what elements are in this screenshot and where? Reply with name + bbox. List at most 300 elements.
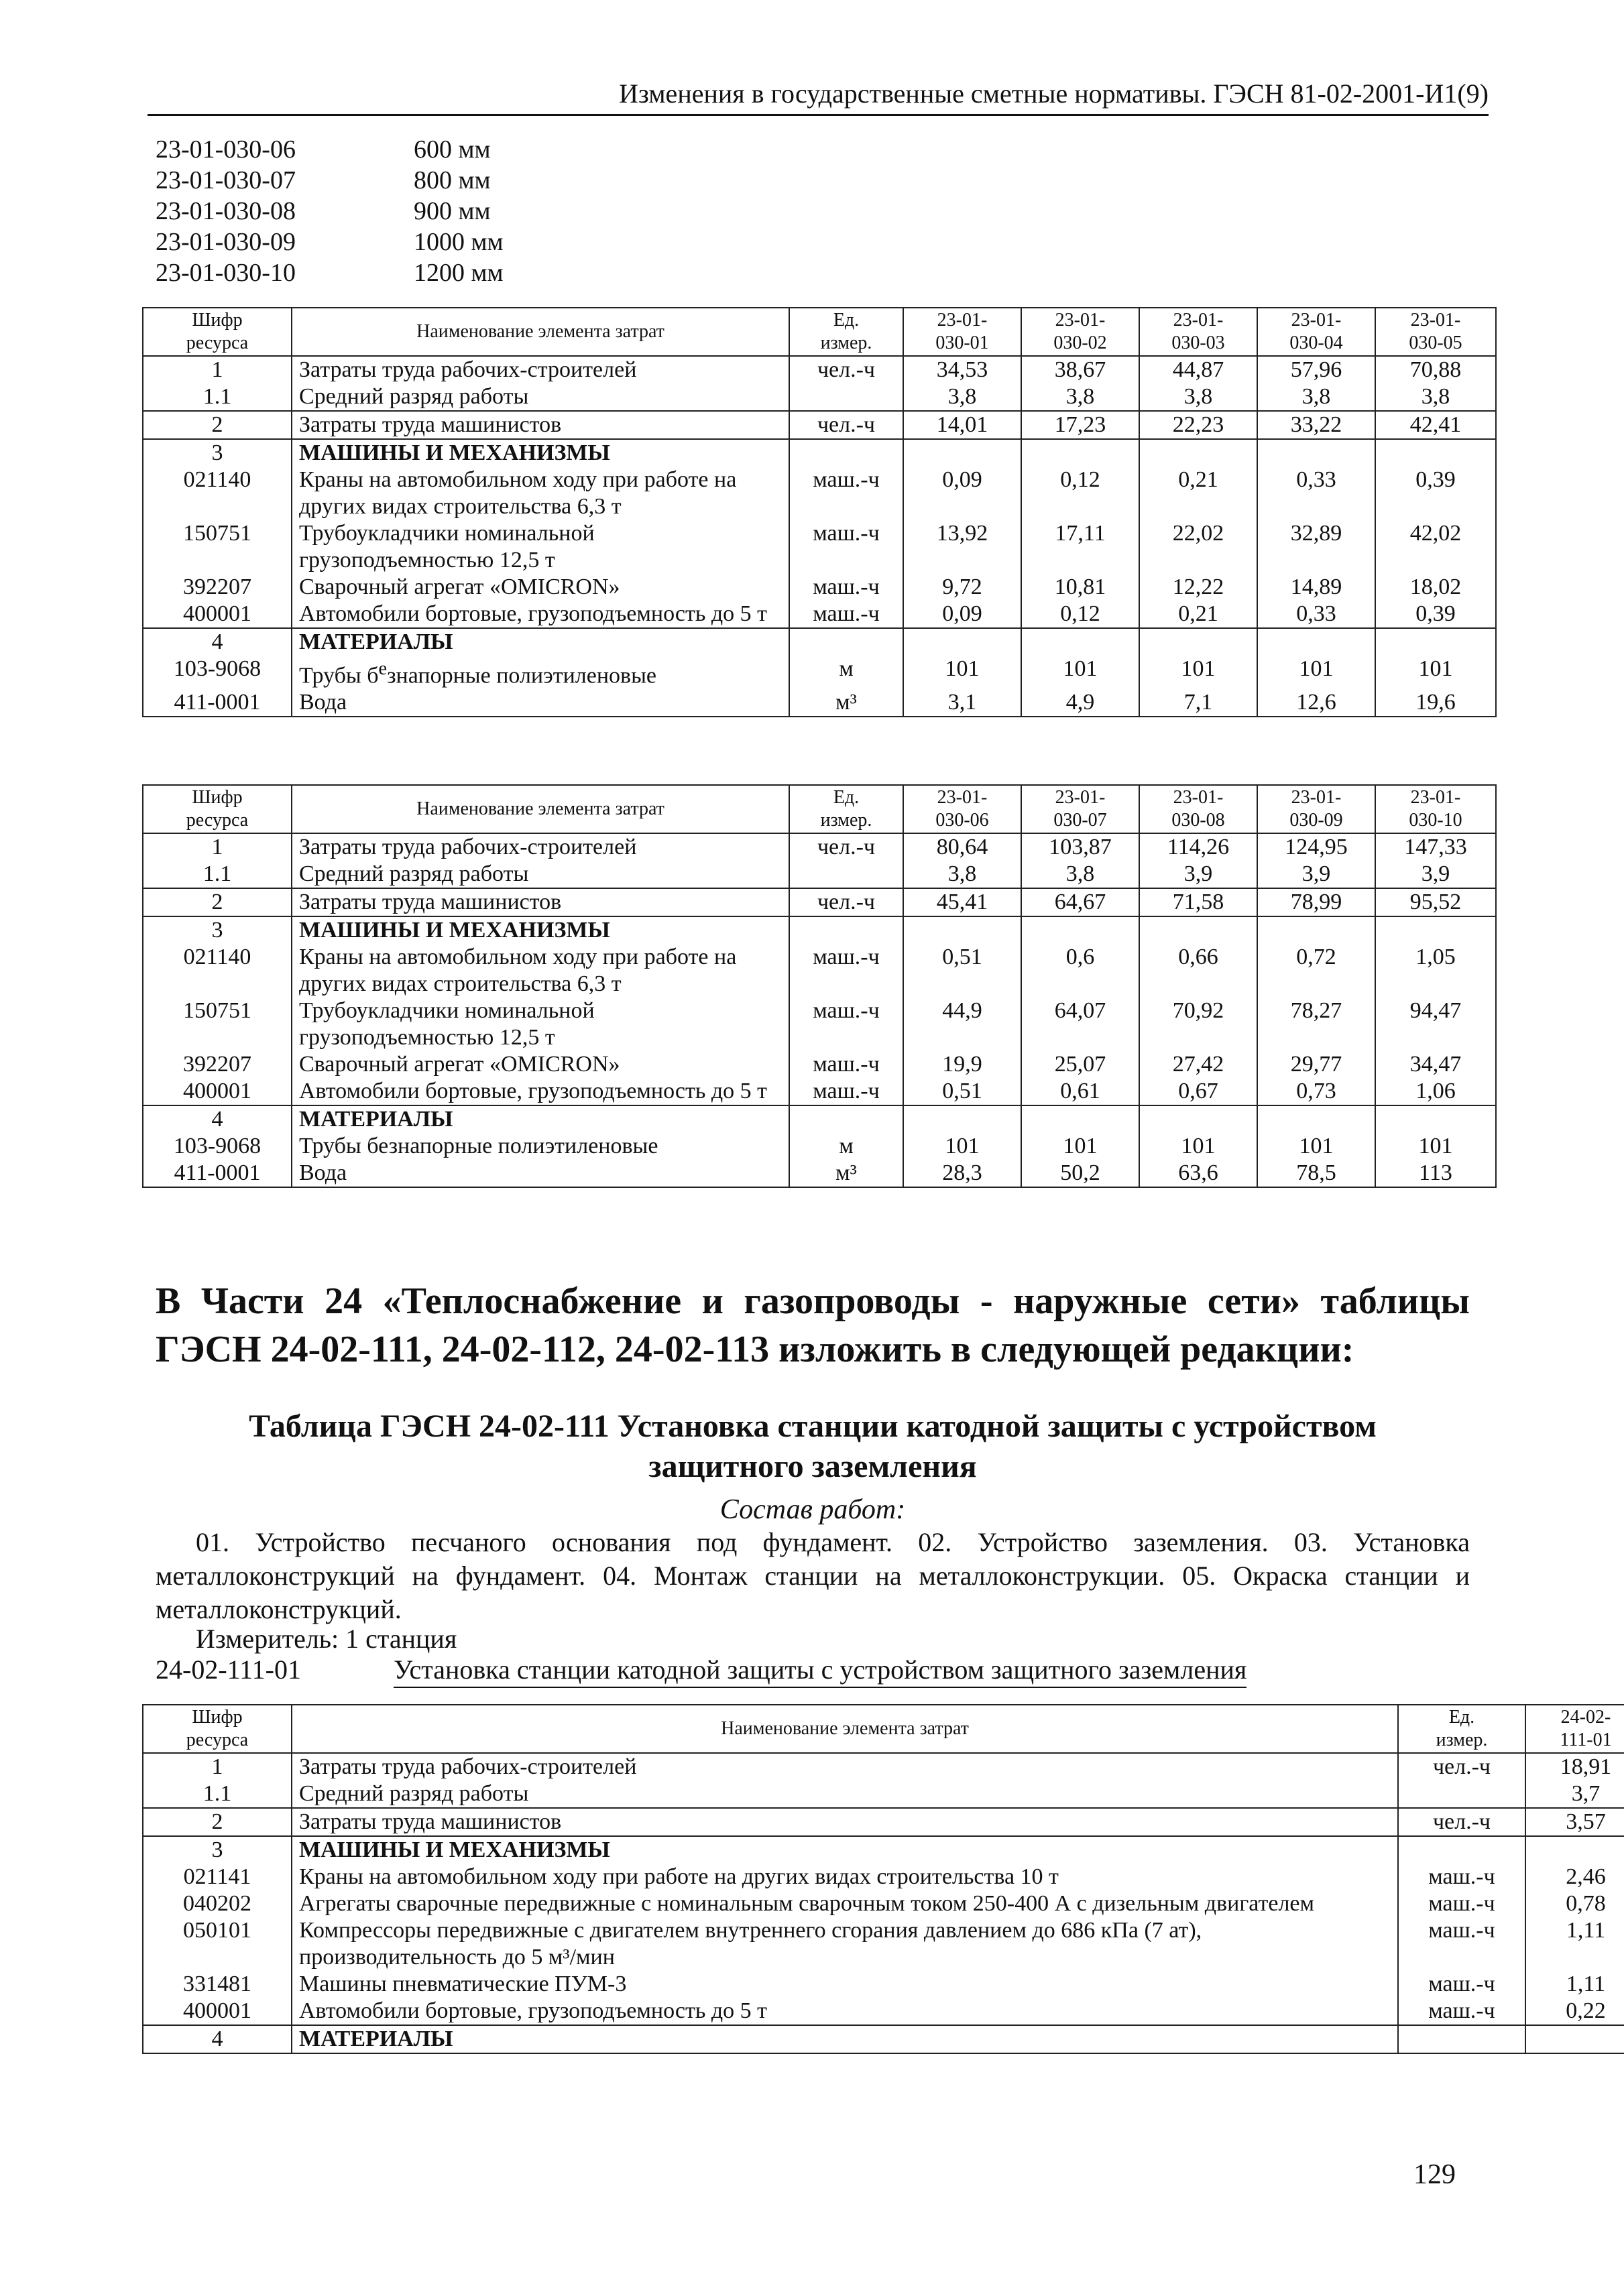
table-cell (1021, 439, 1139, 467)
header-norm-code: 23-01- 030-04 (1257, 308, 1375, 356)
table-cell (903, 1105, 1021, 1133)
header-name: Наименование элемента затрат (292, 785, 789, 833)
table-cell: МАШИНЫ И МЕХАНИЗМЫ (292, 439, 789, 467)
table-cell: 3,7 (1525, 1780, 1624, 1808)
table-cell: Затраты труда машинистов (292, 411, 789, 439)
table-cell: 14,01 (903, 411, 1021, 439)
table-cell: м (789, 656, 903, 689)
table-cell: 150751 (143, 998, 292, 1051)
table-cell: маш.-ч (1398, 1917, 1525, 1971)
table-cell (789, 439, 903, 467)
table-cell: Краны на автомобильном ходу при работе на других видах строительства 6,3 т (292, 944, 789, 998)
header-norm-code: 23-01- 030-02 (1021, 308, 1139, 356)
table-cell: 9,72 (903, 574, 1021, 601)
table-cell: 0,78 (1525, 1890, 1624, 1917)
table-cell: 101 (1021, 656, 1139, 689)
table-cell: 45,41 (903, 888, 1021, 916)
table-cell: 3,57 (1525, 1808, 1624, 1836)
table-cell: 25,07 (1021, 1051, 1139, 1078)
table-cell: 411-0001 (143, 689, 292, 717)
resource-table-2 (142, 784, 1497, 1188)
table-cell: 78,5 (1257, 1160, 1375, 1187)
table-cell: 1,05 (1375, 944, 1496, 998)
table-row (143, 1078, 1496, 1105)
table-cell: 10,81 (1021, 574, 1139, 601)
table-cell (1139, 1105, 1257, 1133)
table-cell: 19,9 (903, 1051, 1021, 1078)
table-cell (789, 383, 903, 411)
table-cell: 17,23 (1021, 411, 1139, 439)
table-row (143, 1971, 1624, 1998)
table-cell: 1.1 (143, 1780, 292, 1808)
table-row (143, 1133, 1496, 1160)
table-row (143, 1160, 1496, 1187)
table-cell: маш.-ч (789, 520, 903, 574)
table-cell: 19,6 (1375, 689, 1496, 717)
table-cell (1375, 628, 1496, 656)
header-norm-code: 23-01- 030-01 (903, 308, 1021, 356)
table-row (143, 1808, 1624, 1836)
table-cell: 18,91 (1525, 1753, 1624, 1780)
table-cell: 94,47 (1375, 998, 1496, 1051)
table-cell: Затраты труда рабочих-строителей (292, 833, 789, 861)
table-row (143, 1753, 1624, 1780)
table-row (143, 1917, 1624, 1971)
table-cell: чел.-ч (1398, 1753, 1525, 1780)
table-cell: маш.-ч (789, 601, 903, 628)
table-cell (1525, 2025, 1624, 2053)
table-cell: 040202 (143, 1890, 292, 1917)
table-cell: маш.-ч (1398, 1864, 1525, 1890)
table-cell (1139, 916, 1257, 944)
table-cell: 17,11 (1021, 520, 1139, 574)
table-row (143, 383, 1496, 411)
table-cell (1525, 1836, 1624, 1864)
table-cell: 3 (143, 916, 292, 944)
table-cell: Автомобили бортовые, грузоподъемность до 5 т (292, 601, 789, 628)
table-cell: 3,9 (1257, 861, 1375, 888)
table-cell: 050101 (143, 1917, 292, 1971)
table-row (143, 916, 1496, 944)
table-cell: Вода (292, 1160, 789, 1187)
table-cell: 3,8 (1021, 383, 1139, 411)
table-cell: 71,58 (1139, 888, 1257, 916)
table-cell: Затраты труда рабочих-строителей (292, 1753, 1398, 1780)
header-code: Шифр ресурса (143, 1705, 292, 1753)
table-row (143, 944, 1496, 998)
table-row (143, 656, 1496, 689)
running-header (148, 75, 1489, 116)
header-norm-code: 23-01- 030-10 (1375, 785, 1496, 833)
table-cell: Средний разряд работы (292, 383, 789, 411)
table-cell (1021, 1105, 1139, 1133)
table-cell: 44,9 (903, 998, 1021, 1051)
table-cell: Сварочный агрегат «OMICRON» (292, 1051, 789, 1078)
table-cell: 3,8 (1257, 383, 1375, 411)
table-cell: Затраты труда машинистов (292, 888, 789, 916)
table-cell: 0,39 (1375, 601, 1496, 628)
table-cell: 0,66 (1139, 944, 1257, 998)
table-cell (1257, 1105, 1375, 1133)
header-name: Наименование элемента затрат (292, 308, 789, 356)
norm-code: 24-02-111-01 (156, 1654, 301, 1685)
table-cell (1257, 628, 1375, 656)
size-code-row (156, 227, 504, 257)
table-title: Таблица ГЭСН 24-02-111 Установка станции катодной защиты с устройством защитного заземления (249, 1408, 1377, 1484)
table-cell: 44,87 (1139, 356, 1257, 383)
table-cell: 2 (143, 411, 292, 439)
size-code: 23-01-030-07 (156, 166, 296, 194)
work-composition-title: Состав работ: (719, 1494, 906, 1525)
table-cell (1375, 1105, 1496, 1133)
table-row (143, 1780, 1624, 1808)
table-cell: 2,46 (1525, 1864, 1624, 1890)
table-cell (1257, 916, 1375, 944)
table-cell: 021141 (143, 1864, 292, 1890)
table-cell: Трубоукладчики номинальной грузоподъемностью 12,5 т (292, 520, 789, 574)
table-cell (789, 861, 903, 888)
header-code: Шифр ресурса (143, 308, 292, 356)
table-cell: Трубоукладчики номинальной грузоподъемностью 12,5 т (292, 998, 789, 1051)
table-cell: 13,92 (903, 520, 1021, 574)
table-cell (903, 628, 1021, 656)
table-cell: 70,88 (1375, 356, 1496, 383)
header-unit: Ед. измер. (789, 308, 903, 356)
table-row (143, 861, 1496, 888)
table-cell: Затраты труда машинистов (292, 1808, 1398, 1836)
table-row (143, 1864, 1624, 1890)
table-cell: 1.1 (143, 383, 292, 411)
norm-description: Установка станции катодной защиты с устройством защитного заземления (394, 1653, 1246, 1688)
table-cell: 400001 (143, 601, 292, 628)
table-cell: 28,3 (903, 1160, 1021, 1187)
table-cell: 331481 (143, 1971, 292, 1998)
header-norm-code: 23-01- 030-08 (1139, 785, 1257, 833)
size-code: 23-01-030-08 (156, 197, 296, 225)
table-cell: 1 (143, 833, 292, 861)
table-cell: 4 (143, 2025, 292, 2053)
norm-code-line (156, 1653, 1470, 1688)
table-cell: 0,67 (1139, 1078, 1257, 1105)
table-cell (1139, 628, 1257, 656)
table-cell: м³ (789, 689, 903, 717)
table-cell: 1 (143, 1753, 292, 1780)
table-cell: 95,52 (1375, 888, 1496, 916)
table-cell: 101 (1021, 1133, 1139, 1160)
table-row (143, 467, 1496, 520)
size-value: 900 мм (414, 197, 491, 225)
table-cell: 150751 (143, 520, 292, 574)
table-cell: маш.-ч (789, 998, 903, 1051)
table-cell: м (789, 1133, 903, 1160)
table-cell: 101 (1257, 1133, 1375, 1160)
table-cell: 021140 (143, 467, 292, 520)
table-cell (1257, 439, 1375, 467)
table-cell: 0,22 (1525, 1998, 1624, 2025)
table-cell: 0,51 (903, 1078, 1021, 1105)
table-cell: 42,02 (1375, 520, 1496, 574)
header-norm-code: 24-02- 111-01 (1525, 1705, 1624, 1753)
table-cell: Краны на автомобильном ходу при работе на других видах строительства 6,3 т (292, 467, 789, 520)
page-number: 129 (1413, 2159, 1456, 2190)
table-cell: 0,61 (1021, 1078, 1139, 1105)
table-cell: 103-9068 (143, 656, 292, 689)
table-cell: 64,07 (1021, 998, 1139, 1051)
table-cell: Автомобили бортовые, грузоподъемность до 5 т (292, 1998, 1398, 2025)
header-norm-code: 23-01- 030-03 (1139, 308, 1257, 356)
table-cell: 3,8 (903, 861, 1021, 888)
table-cell: 50,2 (1021, 1160, 1139, 1187)
table-cell: 27,42 (1139, 1051, 1257, 1078)
table-cell: 78,27 (1257, 998, 1375, 1051)
table-row (143, 574, 1496, 601)
table-cell: 12,6 (1257, 689, 1375, 717)
table-row (143, 1890, 1624, 1917)
table-cell: 0,12 (1021, 467, 1139, 520)
table-cell (1398, 1836, 1525, 1864)
size-value: 800 мм (414, 166, 491, 194)
table-cell: 80,64 (903, 833, 1021, 861)
size-code-row (156, 257, 504, 288)
header-norm-code: 23-01- 030-06 (903, 785, 1021, 833)
table-cell: 32,89 (1257, 520, 1375, 574)
table-cell: Трубы безнапорные полиэтиленовые (292, 1133, 789, 1160)
table-row (143, 1105, 1496, 1133)
table-cell: 2 (143, 888, 292, 916)
header-name: Наименование элемента затрат (292, 1705, 1398, 1753)
table-cell: чел.-ч (789, 888, 903, 916)
table-cell: 3,8 (1375, 383, 1496, 411)
table-cell: 3,8 (1139, 383, 1257, 411)
table-row (143, 1998, 1624, 2025)
table-cell: 3,1 (903, 689, 1021, 717)
table-cell: 12,22 (1139, 574, 1257, 601)
header-unit: Ед. измер. (789, 785, 903, 833)
size-code-list (156, 134, 504, 288)
table-row (143, 1836, 1624, 1864)
table-cell: Машины пневматические ПУМ-3 (292, 1971, 1398, 1998)
table-cell: маш.-ч (789, 467, 903, 520)
size-code: 23-01-030-06 (156, 135, 296, 164)
table-cell: 101 (1257, 656, 1375, 689)
header-norm-code: 23-01- 030-05 (1375, 308, 1496, 356)
table-cell: 70,92 (1139, 998, 1257, 1051)
table-cell: 3,8 (1021, 861, 1139, 888)
table-cell: МАШИНЫ И МЕХАНИЗМЫ (292, 1836, 1398, 1864)
table-cell: 57,96 (1257, 356, 1375, 383)
table-cell: 147,33 (1375, 833, 1496, 861)
table-row (143, 601, 1496, 628)
table-cell: 22,23 (1139, 411, 1257, 439)
table-cell: 101 (903, 656, 1021, 689)
table-cell: 4,9 (1021, 689, 1139, 717)
table-cell: 0,51 (903, 944, 1021, 998)
cell-name-html: Трубы $б^езнапорные$ полиэтиленовые (292, 656, 789, 689)
table-row (143, 356, 1496, 383)
table-row (143, 411, 1496, 439)
table-cell (903, 916, 1021, 944)
table-cell (1398, 1780, 1525, 1808)
table-cell: 1,11 (1525, 1917, 1624, 1971)
table-cell: 42,41 (1375, 411, 1496, 439)
table-cell: 4 (143, 1105, 292, 1133)
table-cell: маш.-ч (789, 574, 903, 601)
resource-table-1 (142, 307, 1497, 717)
table-cell: 1,06 (1375, 1078, 1496, 1105)
table-cell: 2 (143, 1808, 292, 1836)
work-composition-text: 01. Устройство песчаного основания под фундамент. 02. Устройство заземления. 03. Установка металлоконструкций на фундамент. 04. Монтаж станции на металлоконструкции. 05. Окраска станции и металлоконструкций. (156, 1527, 1470, 1624)
table-cell: 124,95 (1257, 833, 1375, 861)
table-cell: МАТЕРИАЛЫ (292, 628, 789, 656)
resource-table-3 (142, 1704, 1624, 2054)
table-cell: 0,72 (1257, 944, 1375, 998)
size-code-row (156, 196, 504, 227)
table-cell: 14,89 (1257, 574, 1375, 601)
table-cell (789, 916, 903, 944)
table-cell: 392207 (143, 1051, 292, 1078)
table-row (143, 833, 1496, 861)
size-value: 600 мм (414, 135, 491, 164)
size-value: 1000 мм (414, 228, 504, 256)
table-cell: 3 (143, 439, 292, 467)
table-cell: 0,33 (1257, 467, 1375, 520)
header-norm-code: 23-01- 030-09 (1257, 785, 1375, 833)
table-cell: Затраты труда рабочих-строителей (292, 356, 789, 383)
table-cell (1375, 916, 1496, 944)
table-cell: Средний разряд работы (292, 861, 789, 888)
table-header-row (143, 308, 1496, 356)
table-cell: 18,02 (1375, 574, 1496, 601)
table-cell: чел.-ч (789, 833, 903, 861)
table-cell: маш.-ч (1398, 1890, 1525, 1917)
size-code-row (156, 165, 504, 196)
table-cell (903, 439, 1021, 467)
table-row (143, 1051, 1496, 1078)
table-cell: МАТЕРИАЛЫ (292, 2025, 1398, 2053)
table-cell: 22,02 (1139, 520, 1257, 574)
size-value: 1200 мм (414, 259, 504, 287)
table-cell: 101 (903, 1133, 1021, 1160)
table-cell: 1 (143, 356, 292, 383)
table-cell (1375, 439, 1496, 467)
table-cell: 29,77 (1257, 1051, 1375, 1078)
header-norm-code: 23-01- 030-07 (1021, 785, 1139, 833)
table-cell: 101 (1375, 1133, 1496, 1160)
table-cell: 114,26 (1139, 833, 1257, 861)
size-code: 23-01-030-10 (156, 259, 296, 287)
table-cell (1139, 439, 1257, 467)
table-cell: Автомобили бортовые, грузоподъемность до 5 т (292, 1078, 789, 1105)
table-cell: МАТЕРИАЛЫ (292, 1105, 789, 1133)
table-cell: 7,1 (1139, 689, 1257, 717)
table-cell: 1,11 (1525, 1971, 1624, 1998)
table-cell: 0,21 (1139, 601, 1257, 628)
measurement-unit: Измеритель: 1 станция (196, 1624, 457, 1654)
table-cell: МАШИНЫ И МЕХАНИЗМЫ (292, 916, 789, 944)
table-cell: 78,99 (1257, 888, 1375, 916)
table-row (143, 998, 1496, 1051)
table-cell: 0,33 (1257, 601, 1375, 628)
table-cell: 3 (143, 1836, 292, 1864)
table-row (143, 439, 1496, 467)
table-cell: 3,8 (903, 383, 1021, 411)
table-cell: Средний разряд работы (292, 1780, 1398, 1808)
table-cell: 3,9 (1375, 861, 1496, 888)
table-cell: 0,09 (903, 467, 1021, 520)
table-cell (789, 628, 903, 656)
table-cell: 0,73 (1257, 1078, 1375, 1105)
table-cell: 38,67 (1021, 356, 1139, 383)
table-cell: 101 (1375, 656, 1496, 689)
table-cell: 0,21 (1139, 467, 1257, 520)
header-code: Шифр ресурса (143, 785, 292, 833)
table-cell: 4 (143, 628, 292, 656)
table-row (143, 520, 1496, 574)
table-cell: 0,6 (1021, 944, 1139, 998)
table-cell: 411-0001 (143, 1160, 292, 1187)
table-cell: Сварочный агрегат «OMICRON» (292, 574, 789, 601)
table-cell: чел.-ч (1398, 1808, 1525, 1836)
table-row (143, 628, 1496, 656)
table-header-row (143, 785, 1496, 833)
table-cell: 113 (1375, 1160, 1496, 1187)
table-cell: маш.-ч (789, 1051, 903, 1078)
header-text: Изменения в государственные сметные нормативы. ГЭСН 81-02-2001-И1(9) (619, 78, 1489, 109)
table-cell: 400001 (143, 1078, 292, 1105)
table-cell (789, 1105, 903, 1133)
table-cell: Краны на автомобильном ходу при работе на других видах строительства 10 т (292, 1864, 1398, 1890)
table-cell: 64,67 (1021, 888, 1139, 916)
table-cell: 34,47 (1375, 1051, 1496, 1078)
table-cell: 103,87 (1021, 833, 1139, 861)
table-cell: 63,6 (1139, 1160, 1257, 1187)
table-cell: Агрегаты сварочные передвижные с номинальным сварочным током 250-400 А с дизельным двигателем (292, 1890, 1398, 1917)
table-row (143, 689, 1496, 717)
table-cell: маш.-ч (1398, 1971, 1525, 1998)
table-cell: 0,12 (1021, 601, 1139, 628)
table-cell: 021140 (143, 944, 292, 998)
table-cell: маш.-ч (789, 1078, 903, 1105)
table-cell: 1.1 (143, 861, 292, 888)
table-cell: маш.-ч (789, 944, 903, 998)
table-cell: 33,22 (1257, 411, 1375, 439)
size-code-row (156, 134, 504, 165)
table-cell: чел.-ч (789, 356, 903, 383)
table-cell: 103-9068 (143, 1133, 292, 1160)
table-cell: 101 (1139, 656, 1257, 689)
table-cell (1021, 628, 1139, 656)
table-cell: Вода (292, 689, 789, 717)
table-cell: 0,39 (1375, 467, 1496, 520)
table-cell: чел.-ч (789, 411, 903, 439)
table-cell: 34,53 (903, 356, 1021, 383)
table-cell (1021, 916, 1139, 944)
table-cell: 101 (1139, 1133, 1257, 1160)
table-row (143, 888, 1496, 916)
table-cell: маш.-ч (1398, 1998, 1525, 2025)
table-cell: 3,9 (1139, 861, 1257, 888)
table-cell: м³ (789, 1160, 903, 1187)
table-cell: Компрессоры передвижные с двигателем внутреннего сгорания давлением до 686 кПа (7 ат), производительность до 5 м³/мин (292, 1917, 1398, 1971)
section-heading: В Части 24 «Теплоснабжение и газопроводы - наружные сети» таблицы ГЭСН 24-02-111, 24-02-112, 24-02-113 изложить в следующей редакции: (156, 1280, 1470, 1370)
table-cell: 400001 (143, 1998, 292, 2025)
table-header-row (143, 1705, 1624, 1753)
table-cell: 392207 (143, 574, 292, 601)
size-code: 23-01-030-09 (156, 228, 296, 256)
header-unit: Ед. измер. (1398, 1705, 1525, 1753)
table-cell: 0,09 (903, 601, 1021, 628)
table-cell (1398, 2025, 1525, 2053)
